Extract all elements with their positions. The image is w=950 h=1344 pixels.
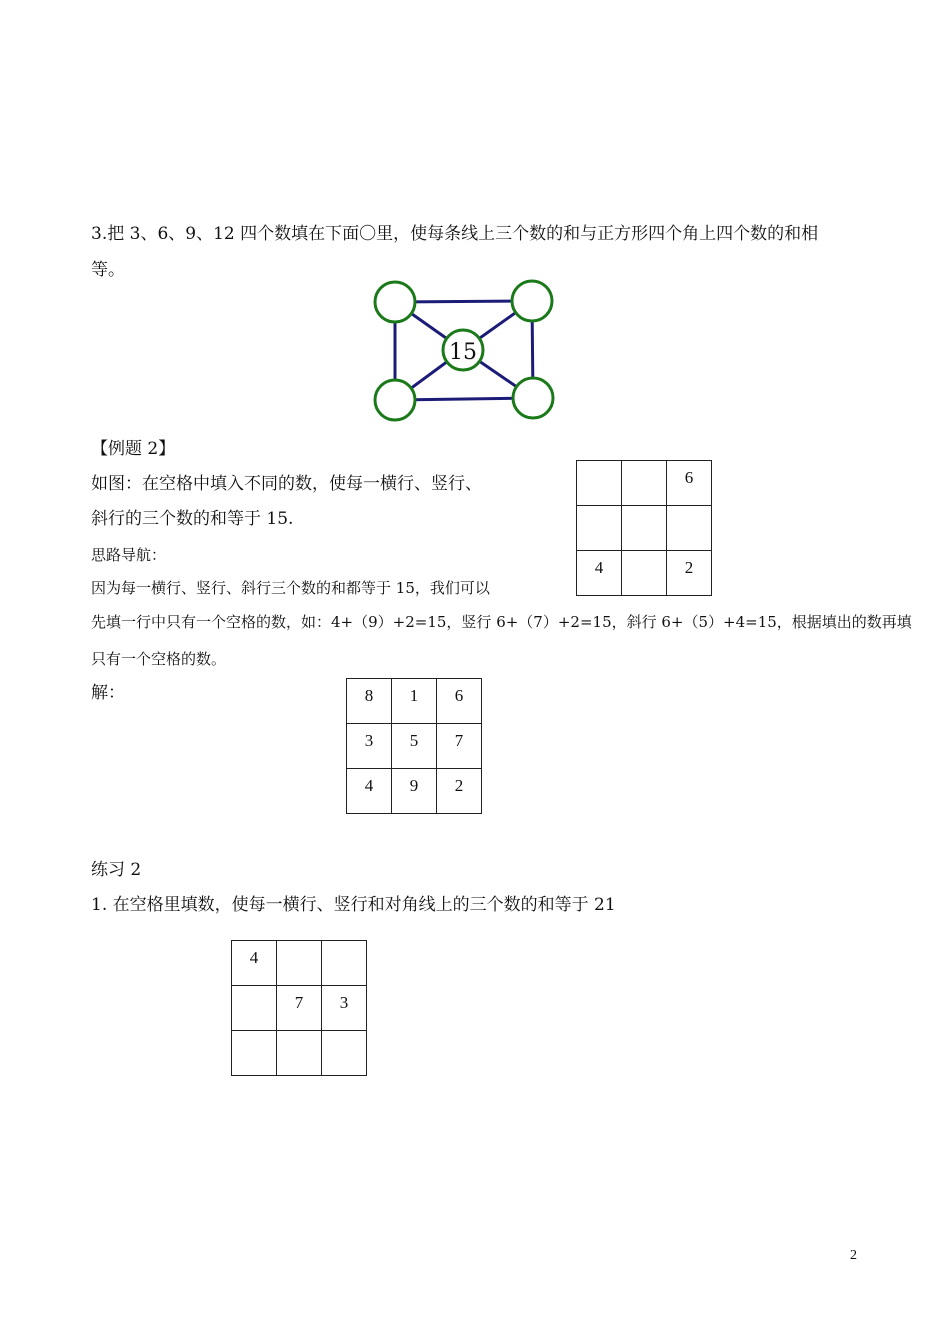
grid-cell [667,506,712,551]
grid-cell [622,506,667,551]
grid-cell: 1 [392,679,437,724]
practice2-question1: 1. 在空格里填数，使每一横行、竖行和对角线上的三个数的和等于 21 [91,895,616,915]
center-value-text: 15 [449,340,477,365]
grid-cell: 2 [437,769,482,814]
grid-cell: 6 [437,679,482,724]
practice2-grid [231,940,367,1076]
grid-cell [232,1031,277,1076]
grid-cell: 5 [392,724,437,769]
example2-desc-line1: 如图：在空格中填入不同的数，使每一横行、竖行、 [91,474,482,494]
grid-cell: 7 [437,724,482,769]
grid-cell: 9 [392,769,437,814]
circle-top-right [512,281,552,321]
grid-cell [232,986,277,1031]
grid-cell: 3 [322,986,367,1031]
example2-desc-line2: 斜行的三个数的和等于 15. [91,509,294,529]
grid-cell: 6 [667,461,712,506]
grid-cell: 4 [577,551,622,596]
grid-cell: 2 [667,551,712,596]
practice2-heading: 练习 2 [91,860,142,880]
solution-label: 解： [91,683,125,703]
hint-line3: 只有一个空格的数。 [91,650,227,668]
grid-cell [322,1031,367,1076]
example2-heading: 【例题 2】 [91,439,176,459]
circle-square-diagram [360,276,570,426]
grid-cell [622,551,667,596]
grid-cell [622,461,667,506]
grid-cell: 3 [347,724,392,769]
page-number: 2 [850,1248,857,1263]
grid-cell [577,461,622,506]
problem3-text-line2: 等。 [91,260,125,280]
grid-cell: 8 [347,679,392,724]
grid-cell: 4 [232,941,277,986]
circle-bottom-right [513,378,553,418]
problem3-text-line1: 3.把 3、6、9、12 四个数填在下面〇里，使每条线上三个数的和与正方形四个角上四个数的和相 [91,224,819,244]
hint-line1: 因为每一横行、竖行、斜行三个数的和都等于 15，我们可以 [91,579,490,597]
example2-puzzle-grid [576,460,712,596]
hint-line2: 先填一行中只有一个空格的数，如：4+（9）+2=15，竖行 6+（7）+2=15，斜行 6+（5）+4=15，根据填出的数再填 [91,613,912,631]
example2-solution-grid [346,678,482,814]
grid-cell [577,506,622,551]
grid-cell [277,1031,322,1076]
grid-cell: 4 [347,769,392,814]
hint-title: 思路导航： [91,546,167,564]
circle-top-left [375,282,415,322]
grid-cell [322,941,367,986]
grid-cell: 7 [277,986,322,1031]
grid-cell [277,941,322,986]
circle-bottom-left [375,380,415,420]
